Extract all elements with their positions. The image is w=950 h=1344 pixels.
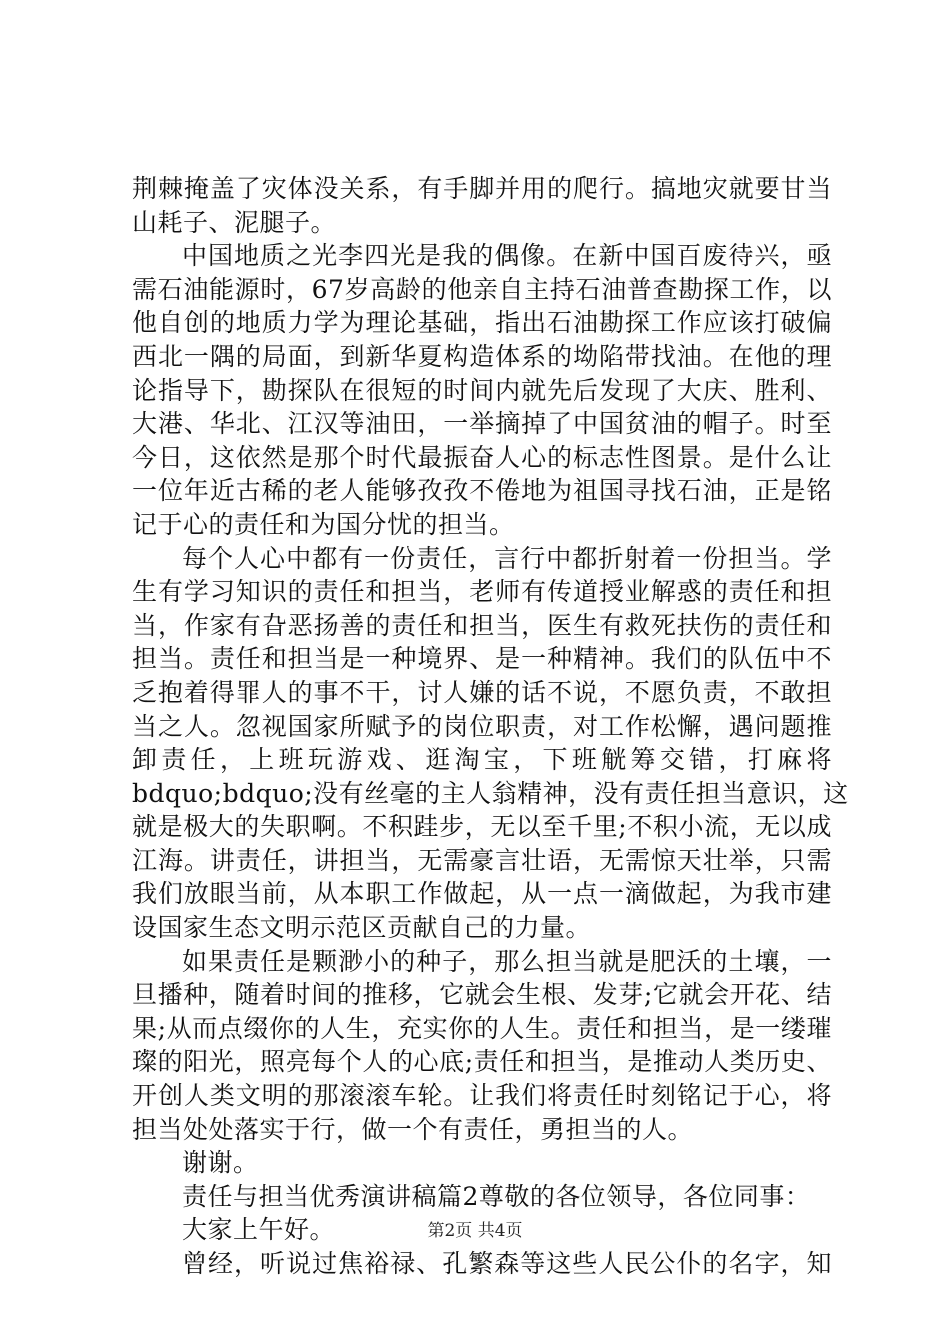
text-line: 责任与担当优秀演讲稿篇2尊敬的各位领导，各位同事： xyxy=(182,1181,811,1211)
text-line: 荆棘掩盖了灾体没关系，有手脚并用的爬行。搞地灾就要甘当 xyxy=(132,174,832,203)
text-line: 每个人心中都有一份责任，言行中都折射着一份担当。学 xyxy=(182,543,832,573)
body-text xyxy=(132,172,849,1281)
text-line: 果;从而点缀你的人生，充实你的人生。责任和担当，是一缕璀 xyxy=(132,1013,832,1043)
text-line: 乏抱着得罪人的事不干，讨人嫌的话不说，不愿负责，不敢担 xyxy=(132,677,832,707)
text-line: 担当处处落实于行，做一个有责任，勇担当的人。 xyxy=(132,1114,694,1144)
text-line: 记于心的责任和为国分忧的担当。 xyxy=(132,509,515,539)
text-line: 生有学习知识的责任和担当，老师有传道授业解惑的责任和担 xyxy=(132,577,832,607)
text-line: 设国家生态文明示范区贡献自己的力量。 xyxy=(132,913,592,943)
text-line: 旦播种，随着时间的推移，它就会生根、发芽;它就会开花、结 xyxy=(132,980,832,1010)
text-line: 谢谢。 xyxy=(182,1148,259,1178)
text-line: 我们放眼当前，从本职工作做起，从一点一滴做起，为我市建 xyxy=(132,879,832,909)
text-line: 璨的阳光，照亮每个人的心底;责任和担当，是推动人类历史、 xyxy=(132,1047,832,1077)
text-line: 大家上午好。 xyxy=(182,1215,336,1245)
text-line: 开创人类文明的那滚滚车轮。让我们将责任时刻铭记于心，将 xyxy=(132,1081,832,1111)
text-line: 曾经，听说过焦裕禄、孔繁森等这些人民公仆的名字，知 xyxy=(182,1249,832,1278)
text-line: 当，作家有旮恶扬善的责任和担当，医生有救死扶伤的责任和 xyxy=(132,610,832,640)
text-line: 担当。责任和担当是一种境界、是一种精神。我们的队伍中不 xyxy=(132,644,832,674)
text-line: 一位年近古稀的老人能够孜孜不倦地为祖国寻找石油，正是铭 xyxy=(132,476,832,506)
text-line: 他自创的地质力学为理论基础，指出石油勘探工作应该打破偏 xyxy=(132,308,832,338)
text-line: 论指导下，勘探队在很短的时间内就先后发现了大庆、胜利、 xyxy=(132,375,832,405)
text-line: 中国地质之光李四光是我的偶像。在新中国百废待兴，亟 xyxy=(182,241,832,271)
text-line: 当之人。忽视国家所赋予的岗位职责，对工作松懈，遇问题推 xyxy=(132,711,832,741)
text-line: 山耗子、泥腿子。 xyxy=(132,207,337,237)
text-line: 如果责任是颗渺小的种子，那么担当就是肥沃的土壤，一 xyxy=(182,946,832,976)
text-line: 就是极大的失职啊。不积跬步，无以至千里;不积小流，无以成 xyxy=(132,812,832,842)
text-line: 今日，这依然是那个时代最振奋人心的标志性图景。是什么让 xyxy=(132,442,832,472)
text-line: 西北一隅的局面，到新华夏构造体系的坳陷带找油。在他的理 xyxy=(132,341,832,371)
page-footer: 第2页 共4页 xyxy=(427,1221,523,1241)
text-line: 卸责任，上班玩游戏、逛淘宝，下班觥筹交错，打麻将 xyxy=(132,745,832,775)
text-line: 大港、华北、江汉等油田，一举摘掉了中国贫油的帽子。时至 xyxy=(132,409,832,439)
text-line: 江海。讲责任，讲担当，无需豪言壮语，无需惊天壮举，只需 xyxy=(132,845,832,875)
text-line: 需石油能源时，67岁高龄的他亲自主持石油普查勘探工作，以 xyxy=(132,274,832,304)
text-line: bdquo;bdquo;没有丝毫的主人翁精神，没有责任担当意识，这 xyxy=(132,778,849,808)
